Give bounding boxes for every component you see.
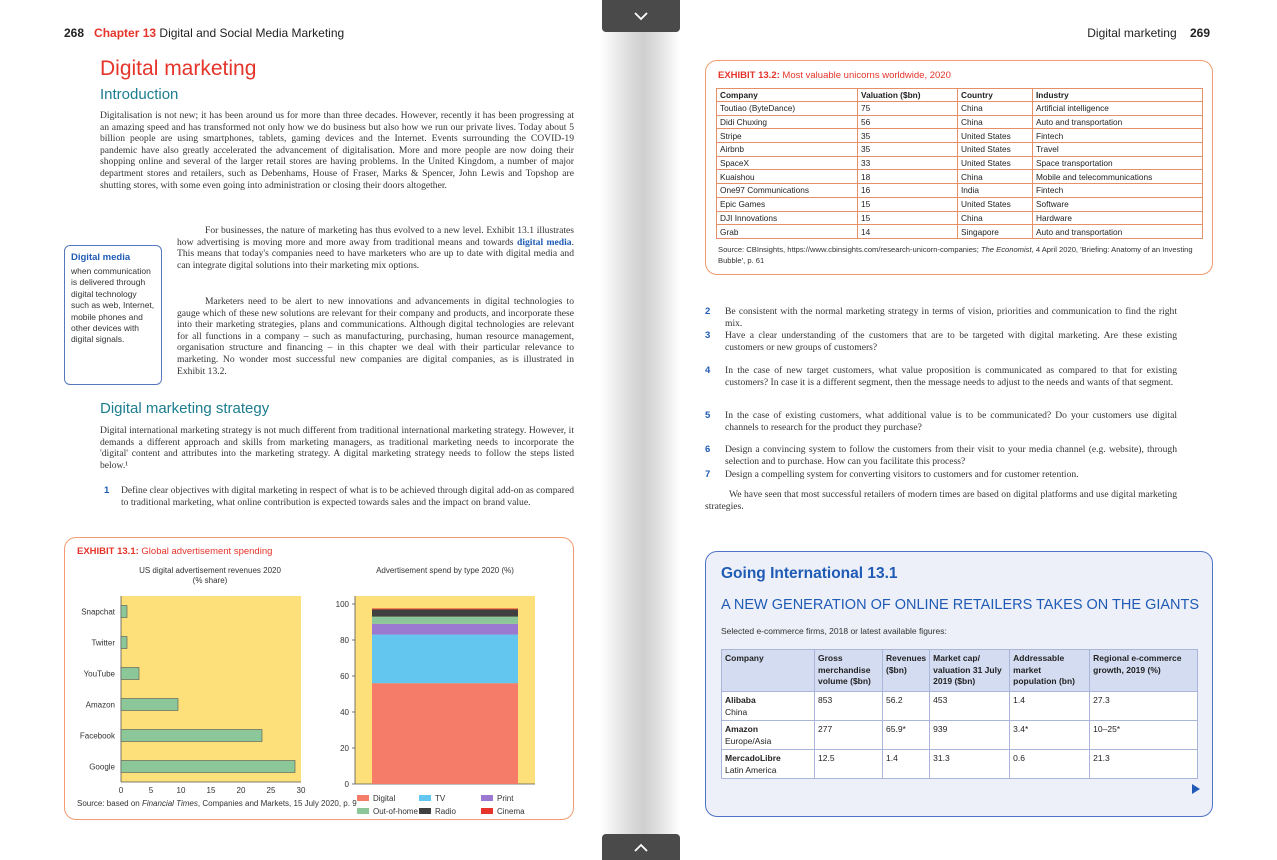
- table-row: [717, 143, 1203, 157]
- legend-label: Digital: [373, 794, 396, 803]
- table-cell: Fintech: [1033, 184, 1203, 198]
- table-cell: 35: [858, 143, 958, 157]
- table-cell: Singapore: [958, 225, 1033, 239]
- legend-swatch: [357, 795, 369, 801]
- table-row: [717, 184, 1203, 198]
- chart1-x-tick-label: 25: [266, 786, 276, 795]
- unicorn-header-row: Company Valuation ($bn) Country Industry: [717, 89, 1203, 102]
- step-number: 7: [705, 469, 711, 480]
- list-item: [705, 410, 1177, 433]
- table-cell: 15: [858, 197, 958, 211]
- table-cell: China: [958, 211, 1033, 225]
- right-page-number: 269: [1189, 26, 1210, 40]
- chart1-bar: [121, 606, 127, 618]
- table-cell: United States: [958, 156, 1033, 170]
- chart2-y-tick-label: 100: [335, 600, 349, 609]
- going-international-subtitle: Selected e-commerce firms, 2018 or latest available figures:: [721, 626, 947, 636]
- table-cell: India: [958, 184, 1033, 198]
- ecommerce-header-row: Company Gross merchandise volume ($bn) Revenues ($bn) Market cap/ valuation 31 July 2019 ($bn) Addressable market population (bn) Regional e-commerce growth, 2019 (%): [722, 650, 1198, 692]
- legend-label: Cinema: [497, 807, 525, 816]
- chart1-x-tick-label: 10: [176, 786, 186, 795]
- table-cell: China: [958, 115, 1033, 129]
- list-item: [705, 469, 1177, 481]
- table-cell: [722, 720, 815, 749]
- table-cell: 56: [858, 115, 958, 129]
- going-international-box: [705, 551, 1213, 817]
- table-cell: Didi Chuxing: [717, 115, 858, 129]
- chart2-y-tick-label: 80: [340, 636, 349, 645]
- chart1-bar: [121, 637, 127, 649]
- step-text: Define clear objectives with digital marketing in respect of what is to be achieved through digital add-on as compared to traditional marketing, what online contribution is expected towards sales and the impact on brand value.: [121, 485, 574, 508]
- exhibit-13-1-source: Source: based on Financial Times, Companies and Markets, 15 July 2020, p. 9: [77, 799, 357, 808]
- keyword-digital-media: digital media: [516, 236, 572, 248]
- unicorn-table: [716, 88, 1203, 239]
- chart2-y-tick-label: 60: [340, 672, 349, 681]
- table-cell: Auto and transportation: [1033, 225, 1203, 239]
- charts-svg: [65, 538, 575, 821]
- chapter-title: Digital and Social Media Marketing: [159, 26, 345, 40]
- table-cell: Fintech: [1033, 129, 1203, 143]
- chart2-y-tick-label: 0: [344, 780, 349, 789]
- step-text: Have a clear understanding of the customers that are to be targeted with digital marketing. Are these existing customers or new groups of customers?: [725, 330, 1177, 353]
- chart2-stack-segment: [372, 635, 518, 684]
- strategy-paragraph: Digital international marketing strategy is not much different from traditional international marketing strategy. However, it demands a different approach and skills from marketing managers, as traditional marketing needs to incorporate the 'digital' content and attributes into the marketing strategy. A digital marketing strategy needs to follow the steps listed below.¹: [100, 425, 574, 471]
- intro-paragraph: Digitalisation is not new; it has been around us for more than three decades. However, recently it has been progressing at an amazing speed and has transformed not only how we do business but also how we run our private lives. Today about 5 billion people are using smartphones, tablets, gaming devices and the Internet. Events surrounding the COVID-19 pandemic have also greatly accelerated the advancement of digitalisation. More and more people are now doing their shopping online and several of the larger retail stores are having problems. In the United Kingdom, a number of major department stores and retailers, such as Debenhams, House of Fraser, Marks & Spencer, John Lewis and Topshop are shutting stores, with some even going into administration or closing their doors altogether.: [100, 110, 574, 191]
- table-cell: 277: [815, 720, 883, 749]
- table-cell: Travel: [1033, 143, 1203, 157]
- table-cell: 14: [858, 225, 958, 239]
- table-cell: 33: [858, 156, 958, 170]
- chart1-bar: [121, 730, 262, 742]
- company-region: China: [725, 706, 748, 717]
- legend-swatch: [357, 808, 369, 814]
- table-row: [717, 170, 1203, 184]
- exhibit-13-2-title: EXHIBIT 13.2: Most valuable unicorns worldwide, 2020: [718, 70, 951, 81]
- closing-paragraph: We have seen that most successful retailers of modern times are based on digital platforms and use digital marketing strategies.: [705, 489, 1177, 512]
- play-arrow-icon[interactable]: [1192, 784, 1200, 794]
- step-text: In the case of new target customers, what value proposition is communicated as compared to that for existing customers? In case it is a different segment, then the message needs to adjust to the needs and wants of that segment.: [725, 365, 1177, 388]
- table-cell: [722, 691, 815, 720]
- company-region: Europe/Asia: [725, 735, 772, 746]
- chart2-stack-segment: [372, 609, 518, 616]
- table-cell: Space transportation: [1033, 156, 1203, 170]
- table-row: [717, 129, 1203, 143]
- table-cell: China: [958, 170, 1033, 184]
- chevron-up-icon: [634, 843, 648, 852]
- list-item: [705, 365, 1177, 388]
- chart1-category-label: Amazon: [85, 700, 115, 710]
- company-region: Latin America: [725, 764, 777, 775]
- ecommerce-table: [721, 649, 1198, 779]
- table-cell: 453: [930, 691, 1010, 720]
- chapter-label: Chapter 13: [94, 26, 157, 40]
- chevron-down-icon: [634, 12, 648, 21]
- step-text: Design a compelling system for converting visitors to customers and for customer retention.: [725, 469, 1079, 480]
- table-cell: Auto and transportation: [1033, 115, 1203, 129]
- intro-heading: Introduction: [100, 86, 179, 103]
- chart1-category-label: Twitter: [91, 638, 115, 648]
- step-number: 2: [705, 306, 711, 317]
- list-item: [705, 306, 1177, 329]
- table-cell: 31.3: [930, 749, 1010, 778]
- table-cell: China: [958, 102, 1033, 116]
- book-gutter: [600, 0, 680, 860]
- table-cell: Grab: [717, 225, 858, 239]
- table-row: [722, 691, 1198, 720]
- chart1-category-label: Snapchat: [81, 607, 115, 617]
- exhibit-13-2-source: Source: CBInsights, https://www.cbinsights.com/research-unicorn-companies; The Economist, 4 April 2020, 'Briefing: Anatomy of an Investing Bubble', p. 61: [718, 245, 1193, 265]
- table-cell: 3.4*: [1010, 720, 1090, 749]
- step-number: 1: [104, 485, 110, 496]
- table-cell: 75: [858, 102, 958, 116]
- chart1-category-label: YouTube: [83, 669, 115, 679]
- step-1: [104, 485, 574, 508]
- table-cell: Artificial intelligence: [1033, 102, 1203, 116]
- exhibit-13-1: [64, 537, 574, 820]
- legend-swatch: [481, 795, 493, 801]
- table-cell: 1.4: [1010, 691, 1090, 720]
- step-text: Design a convincing system to follow the customers from their visit to your media channel (e.g. website), through selection and to purchase. How can you facilitate this process?: [725, 444, 1177, 467]
- list-item: [705, 444, 1177, 467]
- table-cell: One97 Communications: [717, 184, 858, 198]
- table-cell: United States: [958, 197, 1033, 211]
- step-text: Be consistent with the normal marketing strategy in terms of vision, priorities and communication to find the right mix.: [725, 306, 1177, 329]
- chart1-x-tick-label: 20: [236, 786, 246, 795]
- table-cell: 65.9*: [883, 720, 930, 749]
- chart2-stack-segment: [372, 683, 518, 784]
- chart1-x-tick-label: 15: [206, 786, 216, 795]
- table-cell: 21.3: [1090, 749, 1198, 778]
- chart1-x-tick-label: 5: [148, 786, 154, 795]
- chart1-x-tick-label: 30: [296, 786, 306, 795]
- chart2-y-tick-label: 20: [340, 744, 349, 753]
- left-page-number: 268: [64, 26, 85, 40]
- step-number: 4: [705, 365, 711, 376]
- chart2-stack-segment: [372, 624, 518, 635]
- table-cell: United States: [958, 143, 1033, 157]
- table-cell: 10–25*: [1090, 720, 1198, 749]
- table-cell: 16: [858, 184, 958, 198]
- table-row: [717, 225, 1203, 239]
- chart1-category-label: Facebook: [79, 731, 115, 741]
- table-cell: 1.4: [883, 749, 930, 778]
- section-title: Digital marketing: [100, 57, 257, 80]
- paragraph-innovations: Marketers need to be alert to new innovations and advancements in digital technologies to gauge which of these new solutions are relevant for their company and products, and incorporate these into their marketing strategies, plans and communications. Although digital technologies are relevant for all functions in a company – such as manufacturing, purchasing, human resource management, organisation structure and financing – in this chapter we deal with their particular relevance to marketing. No wonder most successful new companies are digital companies, as is illustrated in Exhibit 13.2.: [177, 296, 574, 377]
- list-item: [705, 330, 1177, 353]
- chart1-title: US digital advertisement revenues 2020: [139, 566, 281, 575]
- table-cell: Toutiao (ByteDance): [717, 102, 858, 116]
- table-cell: SpaceX: [717, 156, 858, 170]
- margin-definition-box: [64, 245, 162, 385]
- chart1-bar: [121, 668, 139, 680]
- table-cell: 939: [930, 720, 1010, 749]
- table-row: [717, 115, 1203, 129]
- legend-swatch: [419, 808, 431, 814]
- table-cell: United States: [958, 129, 1033, 143]
- chart1-bar: [121, 699, 178, 711]
- paragraph-digital-media: For businesses, the nature of marketing has thus evolved to a new level. Exhibit 13.1 illustrates how advertising is moving more and more away from traditional means and towards digital media. This means that today's companies need to have marketers who are up to date with digital media and can integrate digital solutions into their marketing mix options.: [177, 225, 575, 271]
- strategy-heading: Digital marketing strategy: [100, 400, 270, 417]
- table-cell: Stripe: [717, 129, 858, 143]
- company-name: MercadoLibre: [725, 752, 781, 763]
- page-nav-down-button[interactable]: [602, 0, 680, 32]
- going-international-title: Going International 13.1: [721, 565, 898, 582]
- company-name: Alibaba: [725, 694, 756, 705]
- table-row: [717, 211, 1203, 225]
- table-cell: Epic Games: [717, 197, 858, 211]
- chart2-title: Advertisement spend by type 2020 (%): [376, 566, 514, 575]
- legend-label: Print: [497, 794, 514, 803]
- table-cell: Kuaishou: [717, 170, 858, 184]
- table-cell: Mobile and telecommunications: [1033, 170, 1203, 184]
- chart1-subtitle: (% share): [192, 576, 228, 585]
- table-row: [717, 156, 1203, 170]
- left-page: [0, 0, 600, 860]
- table-cell: 12.5: [815, 749, 883, 778]
- table-row: [722, 749, 1198, 778]
- step-number: 6: [705, 444, 711, 455]
- table-cell: 56.2: [883, 691, 930, 720]
- legend-swatch: [419, 795, 431, 801]
- legend-label: TV: [435, 794, 446, 803]
- legend-label: Radio: [435, 807, 456, 816]
- chart2-stack-segment: [372, 609, 518, 610]
- table-cell: [722, 749, 815, 778]
- legend-label: Out-of-home: [373, 807, 418, 816]
- exhibit-13-2: [705, 60, 1213, 275]
- exhibit-13-1-title: EXHIBIT 13.1: Global advertisement spending: [77, 546, 273, 557]
- step-number: 3: [705, 330, 711, 341]
- chart2-stack-segment: [372, 617, 518, 624]
- chart2-y-tick-label: 40: [340, 708, 349, 717]
- going-international-headline: A NEW GENERATION OF ONLINE RETAILERS TAKES ON THE GIANTS: [721, 597, 1200, 613]
- margin-term: Digital media: [71, 252, 131, 263]
- table-row: [722, 720, 1198, 749]
- table-cell: 15: [858, 211, 958, 225]
- table-cell: 0.6: [1010, 749, 1090, 778]
- right-running-head: [1087, 26, 1210, 40]
- legend-swatch: [481, 808, 493, 814]
- table-cell: 27.3: [1090, 691, 1198, 720]
- table-row: [717, 102, 1203, 116]
- table-cell: 35: [858, 129, 958, 143]
- chart1-x-tick-label: 0: [118, 786, 124, 795]
- table-cell: Hardware: [1033, 211, 1203, 225]
- table-row: [717, 197, 1203, 211]
- margin-definition: when communication is delivered through digital technology such as web, Internet, mobile phones and other devices with digital signals.: [71, 266, 155, 345]
- company-name: Amazon: [725, 723, 759, 734]
- page-nav-up-button[interactable]: [602, 834, 680, 860]
- right-page: [680, 0, 1277, 860]
- running-title: Digital marketing: [1087, 26, 1177, 40]
- step-number: 5: [705, 410, 711, 421]
- left-running-head: [64, 26, 344, 40]
- table-cell: DJI Innovations: [717, 211, 858, 225]
- step-text: In the case of existing customers, what additional value is to be communicated? Do your customers use digital channels to research for the product they purchase?: [725, 410, 1177, 433]
- chart1-category-label: Google: [89, 762, 115, 772]
- table-cell: 853: [815, 691, 883, 720]
- chart1-bar: [121, 761, 295, 773]
- table-cell: Software: [1033, 197, 1203, 211]
- table-cell: Airbnb: [717, 143, 858, 157]
- table-cell: 18: [858, 170, 958, 184]
